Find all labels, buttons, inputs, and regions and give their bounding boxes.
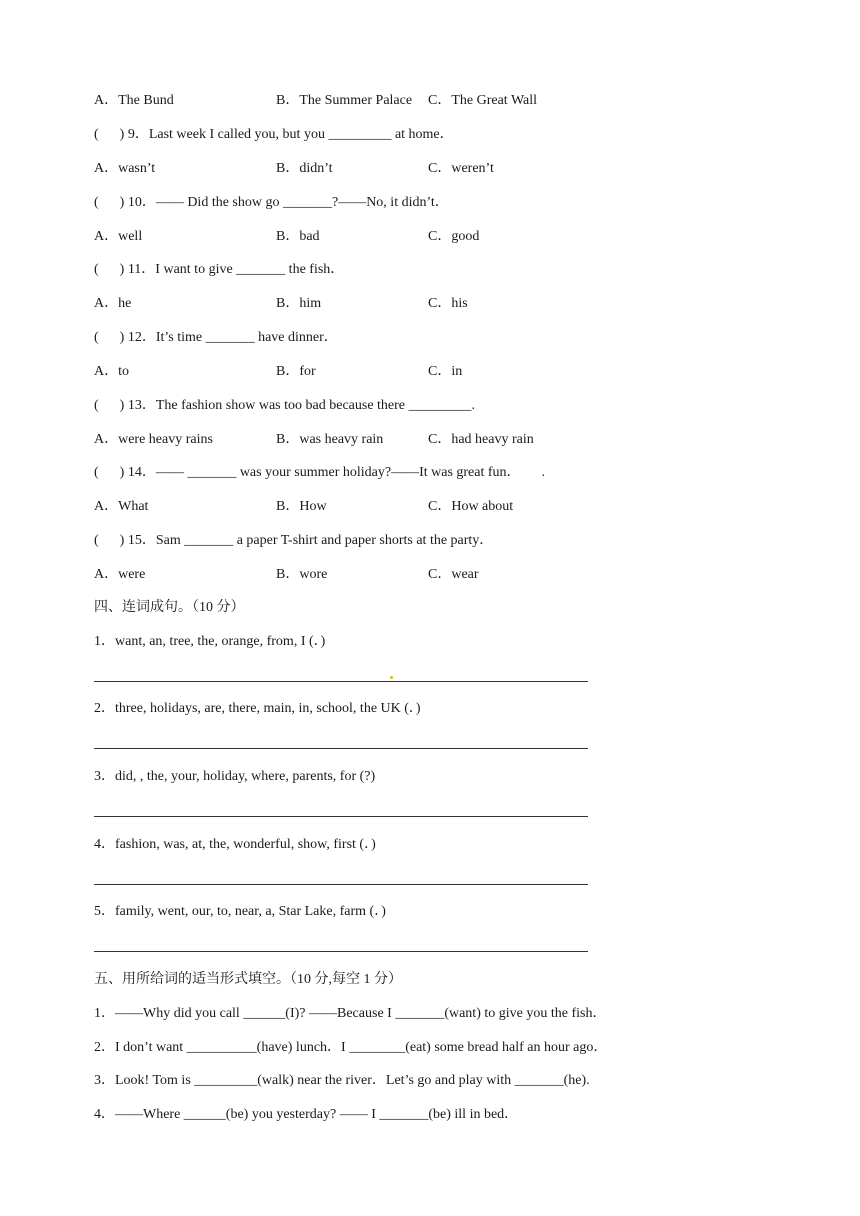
option-b: B．The Summer Palace xyxy=(276,93,413,108)
text-line: 1．——Why did you call ______(I)? ——Because I _______(want) to give you the fish． xyxy=(94,1006,607,1021)
option-c: C．weren’t xyxy=(428,161,494,176)
option-a: A．What xyxy=(94,499,149,514)
option-a: A．well xyxy=(94,229,143,244)
answer-line[interactable] xyxy=(94,884,588,885)
option-b: B．him xyxy=(276,296,322,311)
text-line: ( ) 9．Last week I called you, but you _________ at home． xyxy=(94,127,454,142)
text-line: 5．family, went, our, to, near, a, Star Lake, farm (．) xyxy=(94,904,386,919)
text-line: 1．want, an, tree, the, orange, from, I (．) xyxy=(94,634,326,649)
text-line: 四、连词成句。（10 分） xyxy=(94,600,245,615)
text-line: ( ) 10．—— Did the show go _______?——No, it didn’t． xyxy=(94,195,449,210)
text-line: ( ) 14．—— _______ was your summer holiday?——It was great fun． . xyxy=(94,465,546,480)
text-line: ( ) 11．I want to give _______ the fish． xyxy=(94,262,345,277)
option-b: B．didn’t xyxy=(276,161,333,176)
option-a: A．he xyxy=(94,296,132,311)
option-c: C．his xyxy=(428,296,468,311)
option-b: B．How xyxy=(276,499,327,514)
option-c: C．wear xyxy=(428,567,479,582)
option-c: C．good xyxy=(428,229,480,244)
text-line: ( ) 15．Sam _______ a paper T-shirt and paper shorts at the party． xyxy=(94,533,494,548)
answer-line[interactable] xyxy=(94,748,588,749)
option-b: B．wore xyxy=(276,567,328,582)
option-a: A．to xyxy=(94,364,129,379)
text-line: 3．Look! Tom is _________(walk) near the river．Let’s go and play with _______(he). xyxy=(94,1073,590,1088)
option-a: A．wasn’t xyxy=(94,161,156,176)
option-b: B．was heavy rain xyxy=(276,432,384,447)
text-line: ( ) 13．The fashion show was too bad because there _________. xyxy=(94,398,476,413)
option-a: A．were xyxy=(94,567,146,582)
option-c: C．The Great Wall xyxy=(428,93,538,108)
text-line: 4．——Where ______(be) you yesterday? —— I _______(be) ill in bed． xyxy=(94,1107,519,1122)
option-c: C．How about xyxy=(428,499,514,514)
answer-line[interactable] xyxy=(94,951,588,952)
text-line: 4．fashion, was, at, the, wonderful, show, first (．) xyxy=(94,837,376,852)
text-line: 2．I don’t want __________(have) lunch．I ________(eat) some bread half an hour ago． xyxy=(94,1040,608,1055)
option-b: B．bad xyxy=(276,229,320,244)
option-b: B．for xyxy=(276,364,316,379)
text-line: 2．three, holidays, are, there, main, in, school, the UK (．) xyxy=(94,701,421,716)
option-a: A．The Bund xyxy=(94,93,174,108)
text-line: 五、用所给词的适当形式填空。（10 分,每空 1 分） xyxy=(94,972,402,987)
option-c: C．in xyxy=(428,364,463,379)
answer-line[interactable] xyxy=(94,681,588,682)
answer-line[interactable] xyxy=(94,816,588,817)
option-a: A．were heavy rains xyxy=(94,432,213,447)
option-c: C．had heavy rain xyxy=(428,432,534,447)
decorative-dot xyxy=(390,676,393,679)
text-line: 3．did, , the, your, holiday, where, parents, for (?) xyxy=(94,769,376,784)
text-line: ( ) 12．It’s time _______ have dinner． xyxy=(94,330,338,345)
